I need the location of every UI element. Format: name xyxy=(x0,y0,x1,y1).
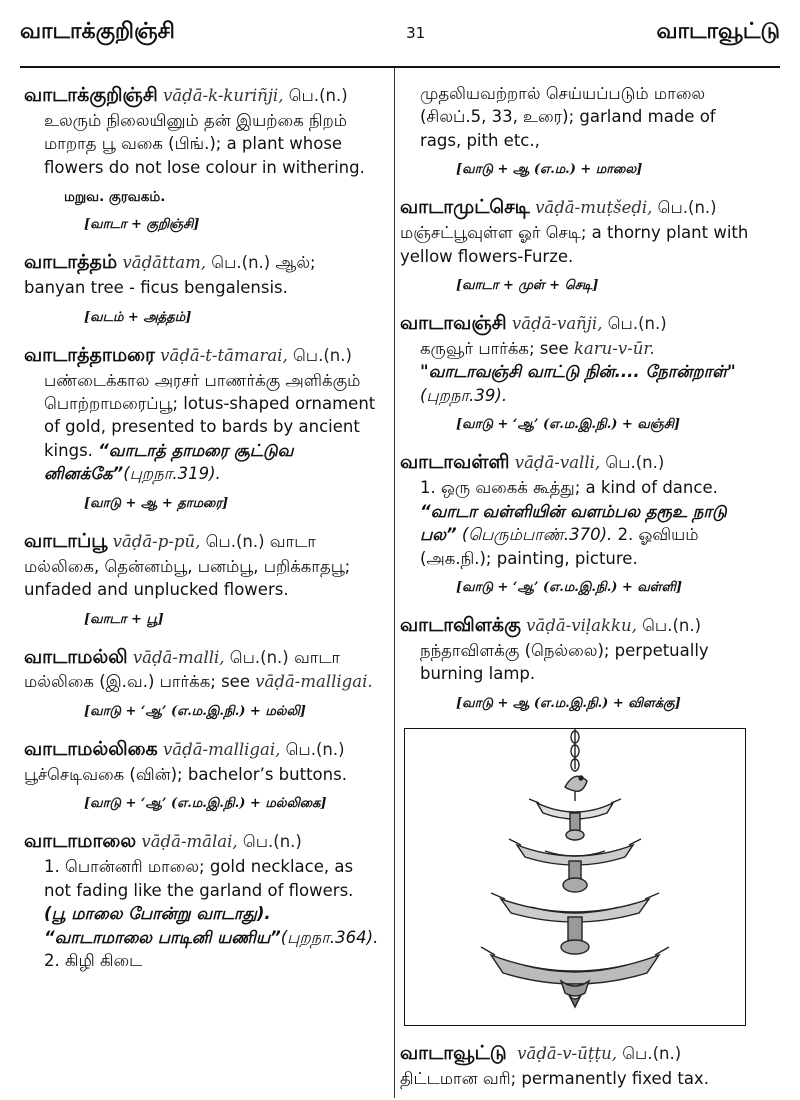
definition: நந்தாவிளக்கு (நெல்லை); perpetually burning lamp. xyxy=(420,640,709,684)
grammar-label: பெ.(n.) xyxy=(642,615,702,635)
citation: (புறநா.319). xyxy=(123,464,221,484)
entry-vadamalligai xyxy=(24,736,380,786)
headword: வாடாமுட்செடி xyxy=(400,196,530,219)
grammar-label: பெ.(n.) xyxy=(285,739,345,759)
cross-reference: vāḍā-malligai. xyxy=(255,672,373,692)
transliteration: vāḍā-mālai, xyxy=(141,832,238,852)
etymology: [வாடு + ஆ (எ.ம.) + மாலை] xyxy=(456,162,643,178)
entry-vadavanji xyxy=(400,310,760,407)
headword: வாடாவஞ்சி xyxy=(400,312,507,335)
quotation: “வாடாமாலை பாடினி யணிய” xyxy=(44,927,281,947)
citation: (பெரும்பாண்.370). xyxy=(461,525,613,545)
etymology: [வாடு + ஆ (எ.ம.இ.நி.) + விளக்கு] xyxy=(456,695,681,711)
page-number: 31 xyxy=(406,24,426,42)
parenthetical: (பூ மாலை போன்று வாடாது). xyxy=(44,904,271,924)
citation: (புறநா.39). xyxy=(420,385,508,405)
entry-vadappu xyxy=(24,528,380,602)
definition-block xyxy=(400,476,760,570)
headword: வாடாத்தாமரை xyxy=(24,343,155,366)
sense-2: 2. கிழி கிடை xyxy=(44,950,143,970)
transliteration: vāḍā-vañji, xyxy=(511,314,603,334)
entry-vadavilakku xyxy=(400,612,760,686)
definition: பூச்செடிவகை (வின்); bachelor’s buttons. xyxy=(24,764,347,784)
quotation: “வாடாத் தாமரை சூட்டுவ னினக்கே” xyxy=(44,440,294,484)
cross-reference: karu-v-ūr. xyxy=(573,339,655,359)
sense-2: 2. ஓவியம் (அக.நி.); painting, picture. xyxy=(420,525,699,568)
definition: வாடா மல்லிகை (இ.வ.) பார்க்க; see xyxy=(24,647,341,692)
entry-vadavalli xyxy=(400,449,760,570)
entry-vadattamarai xyxy=(24,342,380,486)
etymology: [வாடா + முள் + செடி] xyxy=(456,278,599,294)
grammar-label: பெ.(n.) xyxy=(211,253,271,273)
etymology: [வாடு + ‘ஆ’ (எ.ம.இ.நி.) + மல்லிகை] xyxy=(84,796,327,812)
entry-vadattam xyxy=(24,249,380,299)
headword: வாடாவள்ளி xyxy=(400,451,510,474)
transliteration: vāḍā-malli, xyxy=(132,647,225,667)
entry-vadavuttu xyxy=(400,1040,760,1090)
transliteration: vāḍā-muṭšeḍi, xyxy=(535,198,653,218)
definition: 1. ஒரு வகைக் கூத்து; a kind of dance. xyxy=(420,478,718,498)
definition-block xyxy=(24,855,380,972)
etymology: [வடம் + அத்தம்] xyxy=(84,309,192,325)
transliteration: vāḍā-viḷakku, xyxy=(526,615,637,635)
left-column xyxy=(24,82,380,982)
transliteration: vāḍā-valli, xyxy=(514,453,601,473)
grammar-label: பெ.(n.) xyxy=(607,314,667,334)
headword: வாடாமாலை xyxy=(24,830,137,853)
grammar-label: பெ.(n.) xyxy=(242,832,302,852)
definition-block xyxy=(400,337,760,407)
etymology: [வாடு + ‘ஆ’ (எ.ம.இ.நி.) + மல்லி] xyxy=(84,703,306,719)
entry-vadamutsedi xyxy=(400,194,760,268)
etymology: [வாடு + ஆ + தாமரை] xyxy=(84,495,229,511)
headword: வாடாவிளக்கு xyxy=(400,613,521,636)
headword: வாடாக்குறிஞ்சி xyxy=(24,84,158,106)
grammar-label: பெ.(n.) xyxy=(605,453,665,473)
header-rule xyxy=(20,66,780,68)
continued-definition: முதலியவற்றால் செய்யப்படும் மாலை (சிலப்.5, 33, உரை); garland made of rags, pith etc., xyxy=(420,84,716,150)
definition: உலரும் நிலையினும் தன் இயற்கை நிறம் மாறாத பூ வகை (பிங்.); a plant whose flowers do not lose colour in withering. xyxy=(44,110,365,177)
right-column xyxy=(400,82,760,1100)
headword: வாடாமல்லி xyxy=(24,645,128,668)
left-guide-word: வாடாக்குறிஞ்சி xyxy=(20,19,175,44)
entry-vadakkurinji xyxy=(24,82,380,179)
definition: கருவூர் பார்க்க; see xyxy=(420,339,569,359)
definition: திட்டமான வரி; permanently fixed tax. xyxy=(400,1068,709,1088)
headword: வாடாப்பூ xyxy=(24,529,108,552)
right-guide-word: வாடாவூட்டு xyxy=(656,19,780,44)
definition: மஞ்சட்பூவுள்ள ஓர் செடி; a thorny plant with yellow flowers-Furze. xyxy=(400,223,749,266)
definition: பண்டைக்கால அரசர் பாணர்க்கு அளிக்கும் பொற்றாமரைப்பூ; lotus-shaped ornament of gold, presented to bards by ancient kings. xyxy=(44,370,376,460)
headword: வாடாத்தம் xyxy=(24,251,118,274)
etymology: [வாடா + குறிஞ்சி] xyxy=(84,217,200,233)
transliteration: vāḍā-malligai, xyxy=(162,739,281,759)
entry-continuation xyxy=(400,82,760,152)
headword: வாடாவூட்டு xyxy=(400,1041,507,1064)
transliteration: vāḍā-v-ūṭṭu, xyxy=(517,1043,617,1063)
citation: (புறநா.364). xyxy=(280,927,379,947)
quotation: "வாடாவஞ்சி வாட்டு நின்.... நோன்றாள்" xyxy=(420,362,736,382)
headword: வாடாமல்லிகை xyxy=(24,737,158,760)
etymology: [வாடா + பூ] xyxy=(84,611,164,627)
entry-vadamalli xyxy=(24,644,380,694)
grammar-label: பெ.(n.) xyxy=(657,198,717,218)
definition: வாடா மல்லிகை, தென்னம்பூ, பனம்பூ, பறிக்காதபூ; unfaded and unplucked flowers. xyxy=(24,531,351,600)
grammar-label: பெ.(n.) xyxy=(205,531,265,551)
quotation: “வாடா வள்ளியின் வளம்பல தரூஉ நாடு பல” xyxy=(420,501,727,545)
grammar-label: பெ.(n.) xyxy=(229,647,289,667)
grammar-label: பெ.(n.) xyxy=(622,1043,682,1063)
definition-block xyxy=(24,369,380,486)
transliteration: vāḍā-t-tāmarai, xyxy=(160,345,288,365)
synonym: மறுவ. குரவகம். xyxy=(64,189,166,206)
etymology: [வாடு + ‘ஆ’ (எ.ம.இ.நி.) + வள்ளி] xyxy=(456,579,683,595)
definition: 1. பொன்னரி மாலை; gold necklace, as not fading like the garland of flowers. xyxy=(44,857,354,900)
etymology: [வாடு + ‘ஆ’ (எ.ம.இ.நி.) + வஞ்சி] xyxy=(456,417,681,433)
hanging-lamp-illustration xyxy=(404,728,746,1026)
column-divider xyxy=(394,68,395,1098)
definition: ஆல்; banyan tree - ficus bengalensis. xyxy=(24,253,316,298)
running-head xyxy=(20,6,780,60)
transliteration: vāḍāttam, xyxy=(122,253,207,273)
grammar-label: பெ.(n.) xyxy=(292,345,352,365)
grammar-label: பெ.(n.) xyxy=(288,86,348,105)
hanging-lamp-icon xyxy=(405,729,745,1025)
transliteration: vāḍā-k-kuriñji, xyxy=(162,86,284,105)
transliteration: vāḍā-p-pū, xyxy=(112,531,201,551)
entry-vadamalai xyxy=(24,828,380,972)
